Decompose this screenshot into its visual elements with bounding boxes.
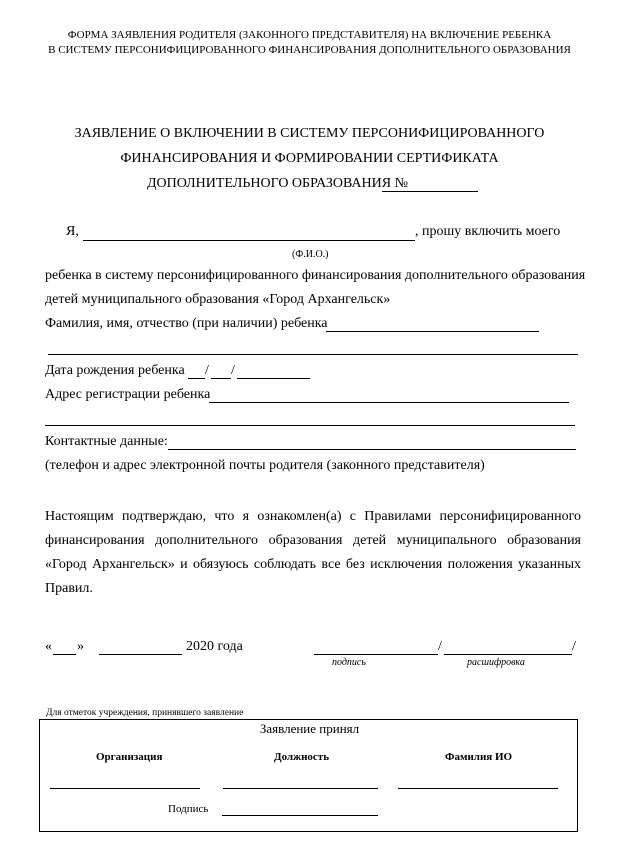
child-name-field-continued[interactable] [48, 354, 578, 355]
decode-hint: расшифровка [467, 657, 525, 668]
quote-close: » [77, 639, 84, 654]
confirmation-line-3: «Город Архангельск» и обязуюсь соблюдать все без исключения положения указанных [45, 557, 581, 572]
title-line-3: ДОПОЛНИТЕЛЬНОГО ОБРАЗОВАНИЯ № [147, 176, 408, 191]
institution-note: Для отметок учреждения, принявшего заявление [46, 708, 244, 718]
signature-slash: / [438, 639, 442, 654]
box-title: Заявление принял [259, 721, 360, 736]
full-name-field[interactable] [398, 788, 558, 789]
parent-fio-field[interactable] [83, 240, 415, 241]
signature-slash-end: / [572, 639, 576, 654]
month-field[interactable] [99, 654, 182, 655]
address-field-continued[interactable] [45, 425, 575, 426]
child-name-label: Фамилия, имя, отчество (при наличии) ребенка [45, 316, 328, 331]
birth-label: Дата рождения ребенка [45, 363, 185, 378]
year-text: 2020 года [186, 639, 243, 654]
signature-hint: подпись [332, 657, 366, 668]
birth-month-field[interactable] [211, 378, 231, 379]
date-slash: / [205, 363, 209, 378]
signature-label: Подпись [168, 803, 209, 815]
col-position: Должность [274, 751, 330, 763]
birth-year-field[interactable] [237, 378, 310, 379]
confirmation-line-2: финансирования дополнительного образования детей муниципального образования [45, 533, 581, 548]
fio-hint: (Ф.И.О.) [292, 249, 329, 260]
day-field[interactable] [53, 654, 76, 655]
contacts-hint: (телефон и адрес электронной почты родителя (законного представителя) [45, 458, 485, 473]
form-header-line-1: ФОРМА ЗАЯВЛЕНИЯ РОДИТЕЛЯ (ЗАКОННОГО ПРЕДСТАВИТЕЛЯ) НА ВКЛЮЧЕНИЕ РЕБЕНКА [67, 29, 552, 41]
institution-signature-field[interactable] [222, 815, 378, 816]
i-label: Я, [66, 224, 79, 239]
child-line-1: ребенка в систему персонифицированного финансирования дополнительного образования [45, 268, 586, 283]
form-header-line-2: В СИСТЕМУ ПЕРСОНИФИЦИРОВАННОГО ФИНАНСИРОВАНИЯ ДОПОЛНИТЕЛЬНОГО ОБРАЗОВАНИЯ [48, 44, 571, 56]
confirmation-line-4: Правил. [45, 581, 93, 596]
address-label: Адрес регистрации ребенка [45, 387, 211, 402]
col-full-name: Фамилия ИО [445, 751, 513, 763]
request-text: , прошу включить моего [415, 224, 561, 239]
certificate-number-field[interactable] [382, 191, 478, 192]
quote-open: « [45, 639, 52, 654]
address-field[interactable] [209, 402, 569, 403]
organization-field[interactable] [50, 788, 200, 789]
title-line-1: ЗАЯВЛЕНИЕ О ВКЛЮЧЕНИИ В СИСТЕМУ ПЕРСОНИФИЦИРОВАННОГО [74, 126, 545, 141]
confirmation-line-1: Настоящим подтверждаю, что я ознакомлен(а) с Правилами персонифицированного [45, 509, 581, 524]
child-line-2: детей муниципального образования «Город Архангельск» [45, 292, 391, 307]
contacts-label: Контактные данные: [45, 434, 168, 449]
title-line-2: ФИНАНСИРОВАНИЯ И ФОРМИРОВАНИИ СЕРТИФИКАТА [120, 151, 499, 166]
date-slash: / [231, 363, 235, 378]
decode-field[interactable] [444, 654, 572, 655]
child-name-field[interactable] [326, 331, 539, 332]
col-organization: Организация [96, 751, 163, 763]
contacts-field[interactable] [168, 449, 576, 450]
signature-field[interactable] [314, 654, 438, 655]
position-field[interactable] [223, 788, 378, 789]
confirmation-paragraph [45, 505, 581, 601]
birth-day-field[interactable] [188, 378, 205, 379]
